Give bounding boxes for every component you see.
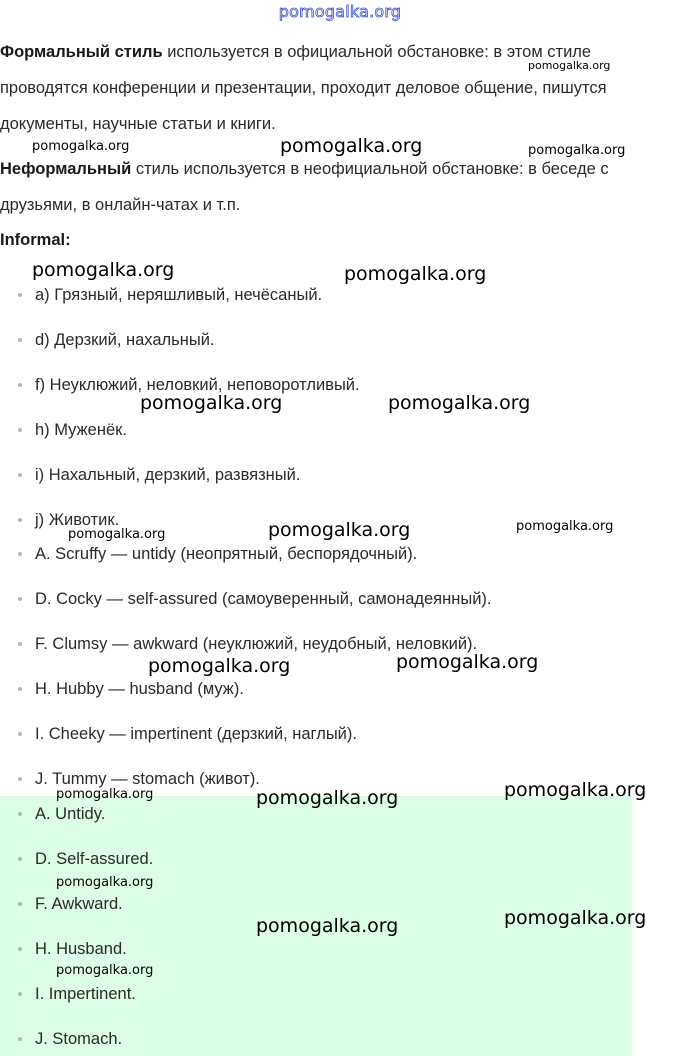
- bullet-icon: [18, 812, 22, 816]
- informal-label: Informal:: [0, 231, 71, 249]
- watermark: pomogalka.org: [32, 139, 130, 154]
- bullet-icon: [18, 857, 22, 861]
- watermark: pomogalka.org: [148, 655, 291, 677]
- bullet-icon: [18, 428, 22, 432]
- bullet-icon: [18, 1037, 22, 1041]
- list-item: D. Self-assured.: [0, 847, 153, 871]
- watermark: pomogalka.org: [504, 779, 647, 801]
- list-item: H. Husband.: [0, 937, 127, 961]
- watermark: pomogalka.org: [32, 259, 175, 281]
- header-logo[interactable]: pomogalka.org: [278, 2, 402, 21]
- bullet-icon: [18, 902, 22, 906]
- formal-style-paragraph: [0, 34, 676, 142]
- watermark: pomogalka.org: [56, 963, 154, 978]
- bullet-icon: [18, 383, 22, 387]
- formal-style-text: используется в официальной обстановке: в этом стиле проводятся конференции и презентации, проходит деловое общение, пишутся документы, научные статьи и книги.: [0, 43, 607, 133]
- list-item: J. Stomach.: [0, 1027, 122, 1051]
- informal-style-term: Неформальный: [0, 160, 132, 178]
- bullet-icon: [18, 597, 22, 601]
- watermark: pomogalka.org: [388, 392, 531, 414]
- list-item: I. Cheeky — impertinent (дерзкий, наглый).: [0, 722, 357, 746]
- watermark: pomogalka.org: [140, 392, 283, 414]
- bullet-icon: [18, 992, 22, 996]
- list-item: d) Дерзкий, нахальный.: [0, 328, 215, 352]
- informal-style-paragraph: [0, 151, 676, 223]
- watermark: pomogalka.org: [56, 787, 154, 802]
- list-item: а) Грязный, неряшливый, нечёсаный.: [0, 283, 322, 307]
- watermark: pomogalka.org: [344, 263, 487, 285]
- informal-style-text: стиль используется в неофициальной обстановке: в беседе с друзьями, в онлайн-чатах и т.п.: [0, 160, 609, 214]
- bullet-icon: [18, 732, 22, 736]
- watermark: pomogalka.org: [504, 907, 647, 929]
- watermark: pomogalka.org: [280, 135, 423, 157]
- list-item: D. Cocky — self-assured (самоуверенный, самонадеянный).: [0, 587, 492, 611]
- list-item: I. Impertinent.: [0, 982, 136, 1006]
- list-item: A. Scruffy — untidy (неопрятный, беспорядочный).: [0, 542, 417, 566]
- watermark: pomogalka.org: [396, 651, 539, 673]
- list-item: i) Нахальный, дерзкий, развязный.: [0, 463, 300, 487]
- list-item: F. Awkward.: [0, 892, 123, 916]
- watermark: pomogalka.org: [516, 519, 614, 534]
- watermark: pomogalka.org: [528, 59, 611, 72]
- bullet-icon: [18, 947, 22, 951]
- watermark: pomogalka.org: [256, 915, 399, 937]
- bullet-icon: [18, 642, 22, 646]
- list-item: H. Hubby — husband (муж).: [0, 677, 244, 701]
- list-item: h) Муженёк.: [0, 418, 127, 442]
- list-item: A. Untidy.: [0, 802, 105, 826]
- bullet-icon: [18, 777, 22, 781]
- watermark: pomogalka.org: [56, 875, 154, 890]
- bullet-icon: [18, 293, 22, 297]
- watermark: pomogalka.org: [268, 519, 411, 541]
- list-item: j) Животик.: [0, 508, 119, 532]
- list-item: f) Неуклюжий, неловкий, неповоротливый.: [0, 373, 360, 397]
- list-item: F. Clumsy — awkward (неуклюжий, неудобный, неловкий).: [0, 632, 477, 656]
- watermark: pomogalka.org: [68, 527, 166, 542]
- bullet-icon: [18, 687, 22, 691]
- bullet-icon: [18, 518, 22, 522]
- list-item: J. Tummy — stomach (живот).: [0, 767, 260, 791]
- bullet-icon: [18, 338, 22, 342]
- watermark: pomogalka.org: [528, 143, 626, 158]
- formal-style-term: Формальный стиль: [0, 43, 163, 61]
- watermark: pomogalka.org: [256, 787, 399, 809]
- bullet-icon: [18, 473, 22, 477]
- bullet-icon: [18, 552, 22, 556]
